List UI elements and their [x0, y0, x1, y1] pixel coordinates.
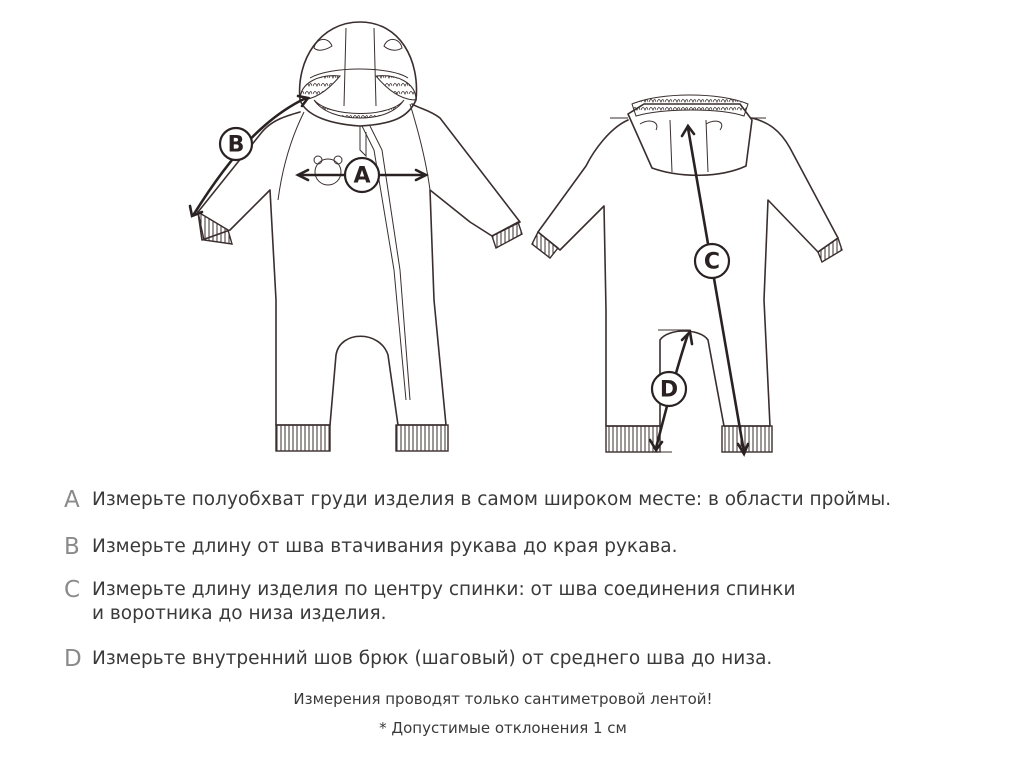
front-view — [190, 22, 522, 451]
instruction-text-line-2: и воротника до низа изделия. — [92, 603, 387, 624]
instruction-a — [64, 488, 891, 512]
svg-text:A: A — [353, 163, 371, 189]
badge-b — [220, 128, 252, 160]
svg-text:D: D — [659, 377, 679, 403]
instruction-text: Измерьте длину от шва втачивания рукава до края рукава. — [92, 536, 678, 557]
measuring-tape-note: Измерения проводят только сантиметровой лентой! — [293, 690, 713, 708]
badge-d — [652, 372, 686, 406]
instruction-letter: C — [64, 577, 81, 603]
svg-text:C: C — [703, 249, 721, 275]
instruction-letter: B — [64, 534, 80, 560]
tolerance-note: * Допустимые отклонения 1 см — [379, 719, 627, 737]
svg-text:B: B — [227, 132, 245, 158]
instruction-text — [92, 578, 795, 626]
instruction-c — [64, 578, 795, 626]
back-view — [532, 95, 842, 454]
instruction-text-line-1: Измерьте длину изделия по центру спинки: от шва соединения спинки — [92, 579, 796, 600]
instruction-text: Измерьте внутренний шов брюк (шаговый) от среднего шва до низа. — [92, 648, 773, 669]
instruction-b — [64, 535, 678, 559]
bear-patch-icon — [314, 156, 342, 185]
instruction-d — [64, 647, 772, 671]
measure-c-line — [688, 128, 744, 452]
badge-c — [695, 244, 729, 278]
instruction-letter: D — [64, 646, 82, 672]
instruction-text: Измерьте полуобхват груди изделия в самом широком месте: в области проймы. — [92, 489, 892, 510]
instruction-letter: A — [64, 487, 80, 513]
badge-a — [345, 158, 379, 192]
